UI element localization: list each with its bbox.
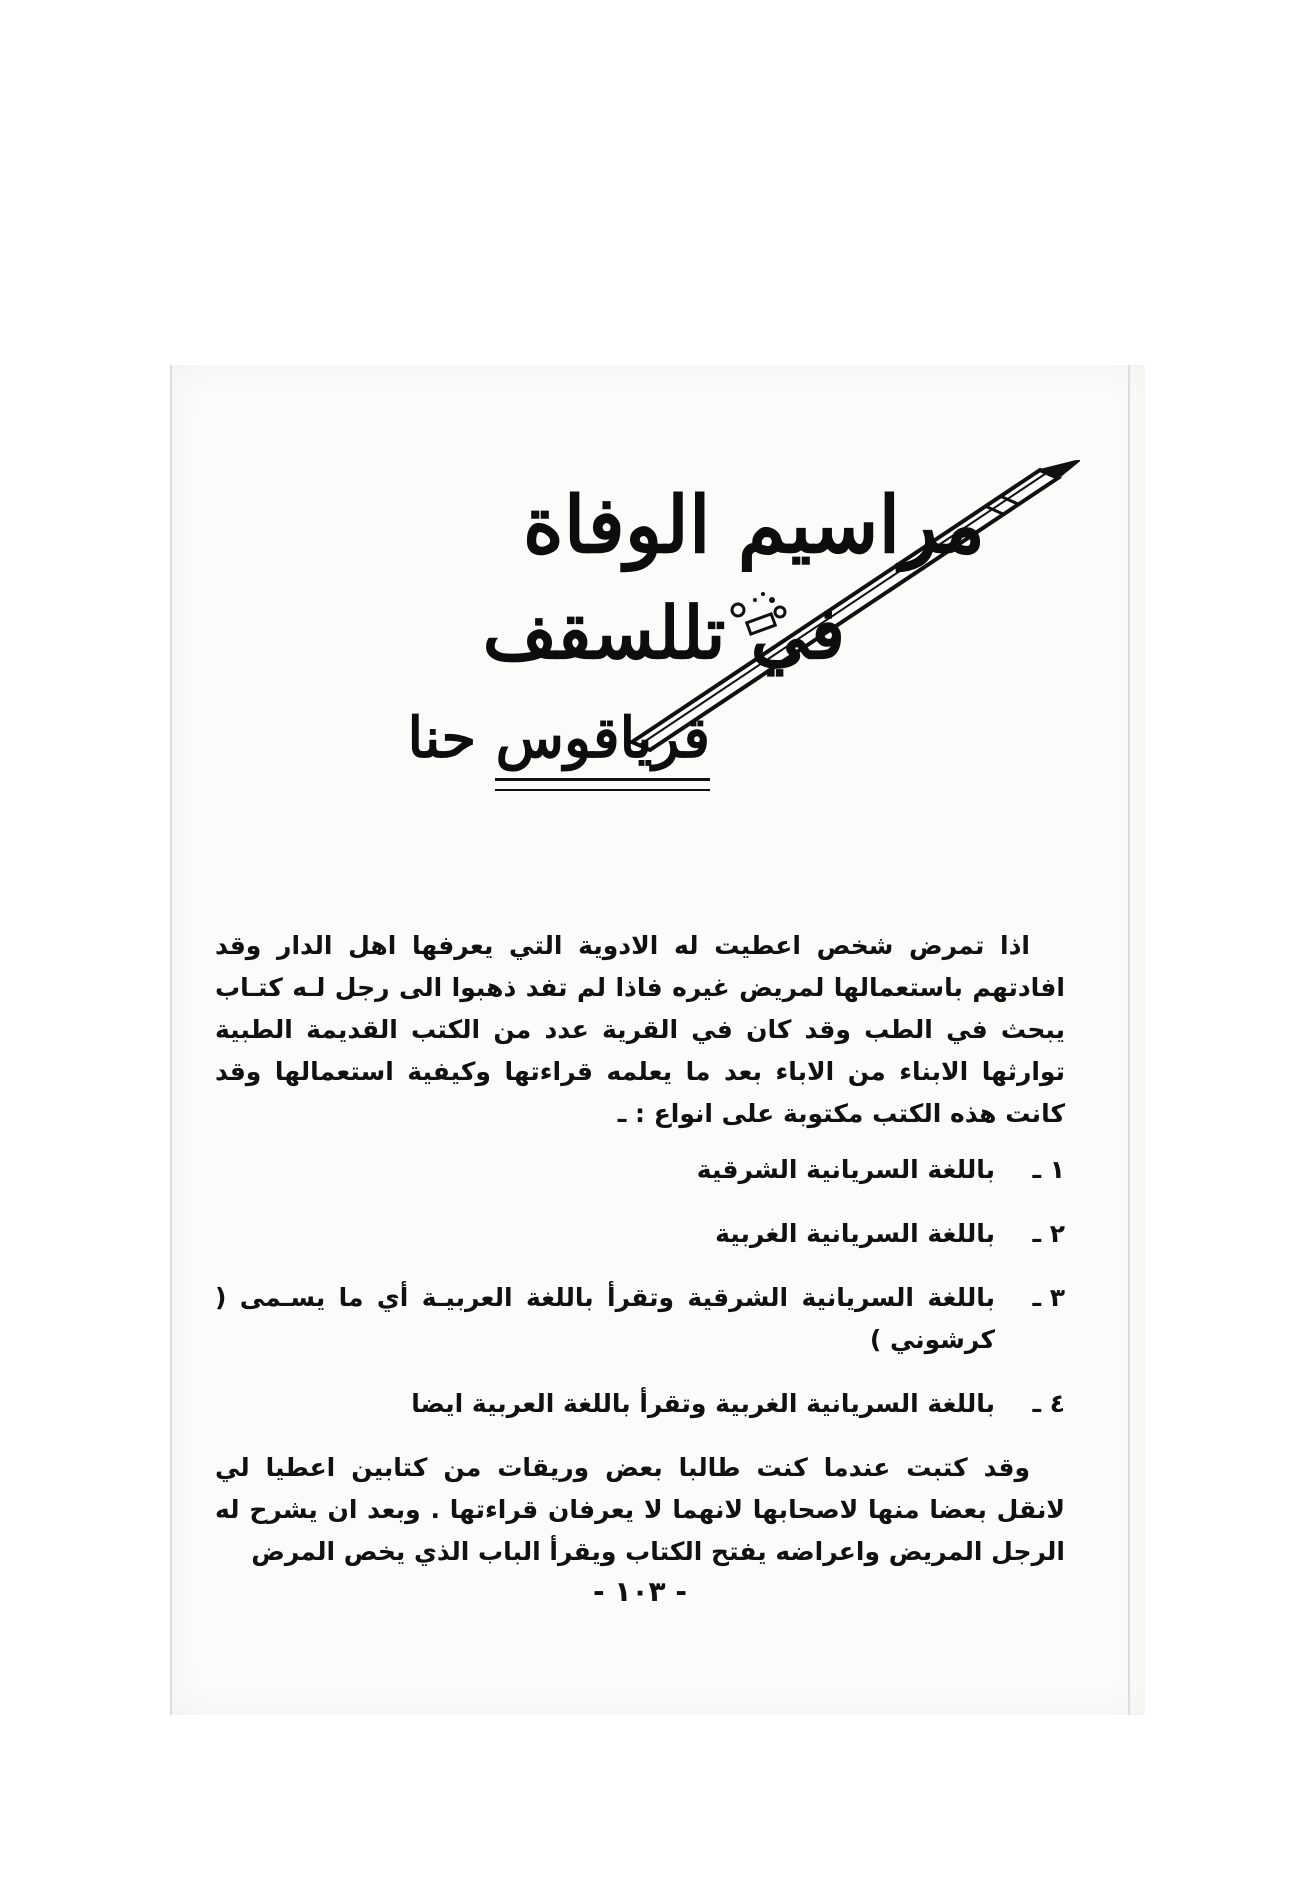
list-item [215,1213,1065,1255]
list-item-number: ٣ ـ [1032,1283,1065,1312]
list-item [215,1149,1065,1191]
list-item [215,1277,1065,1361]
author-double-underline [495,778,710,791]
title-block [407,460,1080,810]
paragraph-2: وقد كتبت عندما كنت طالبا بعض وريقات من كتابين اعطيا لي لانقل بعضا منها لاصحابها لانهما لا يعرفان قراءتها . وبعد ان يشرح له الرجل المريض واعراضه يفتح الكتاب ويقرأ الباب الذي يخص المرض [215,1453,1065,1566]
page-number: - ١٠٣ - [592,1575,688,1608]
list-item-number: ٢ ـ [1032,1219,1065,1248]
list-item-text: باللغة السريانية الغربية وتقرأ باللغة العربية ايضا [411,1389,995,1418]
page-left-edge [170,365,172,1715]
title-line-1: مراسيم الوفاة [522,480,985,571]
list-item-text: باللغة السريانية الغربية [715,1219,995,1248]
author-name: قرياقوس حنا [407,705,710,771]
page-right-edge [1128,365,1130,1715]
book-types-list [215,1149,1065,1425]
paragraph-1: اذا تمرض شخص اعطيت له الادوية التي يعرفها اهل الدار وقد افادتهم باستعمالها لمريض غيره فاذا لم تفد ذهبوا الى رجل لـه كتـاب يبحث في الطب وقد كان في القرية عدد من الكتب القديمة الطبية توارثها الابناء من الاباء بعد ما يعلمه قراءتها وكيفية استعمالها وقد كانت هذه الكتب مكتوبة على انواع : ـ [215,931,1065,1128]
list-item-text: باللغة السريانية الشرقية وتقرأ باللغة العربيـة أي ما يسـمى ( كرشوني ) [215,1283,995,1354]
list-item [215,1383,1065,1425]
body-text [215,925,1065,1573]
title-line-2: في تللسقف [482,590,845,675]
list-item-number: ١ ـ [1032,1155,1065,1184]
list-item-number: ٤ ـ [1032,1389,1065,1418]
list-item-text: باللغة السريانية الشرقية [696,1155,995,1184]
